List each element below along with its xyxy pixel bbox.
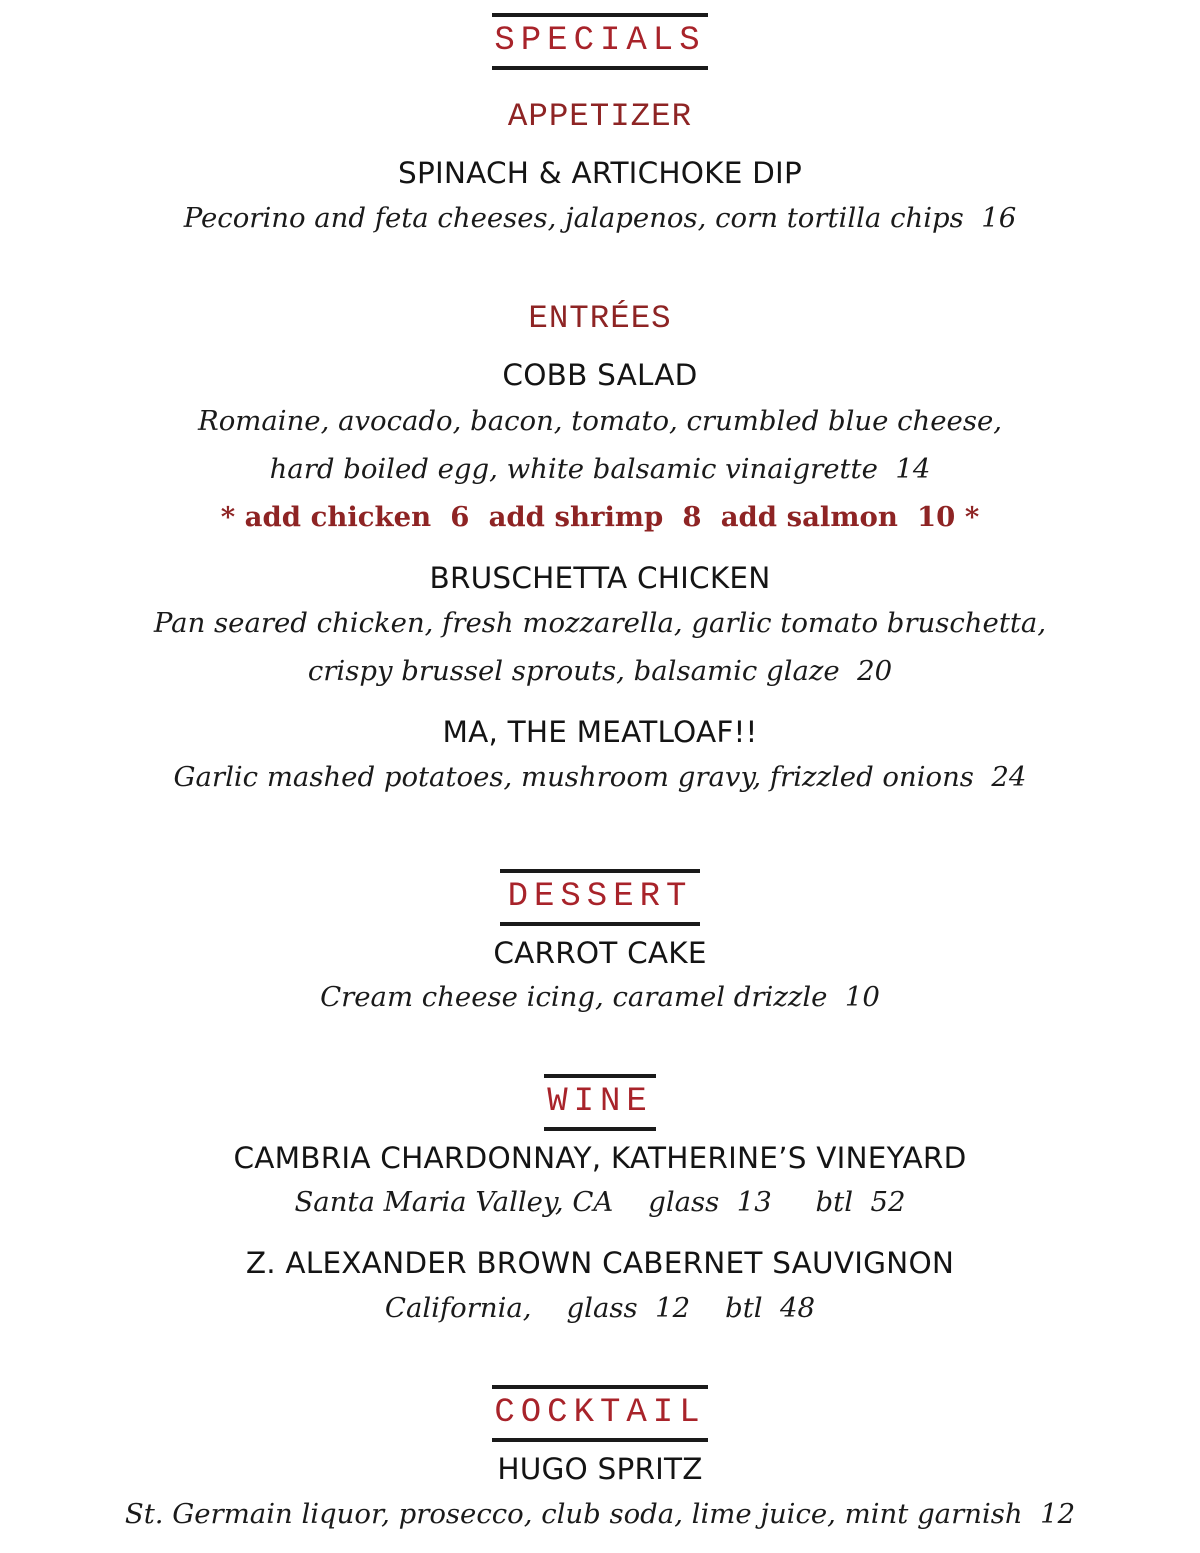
cambria-chardonnay-description: Santa Maria Valley, CA glass 13 btl 52: [294, 1186, 906, 1218]
specials-heading: SPECIALS: [492, 13, 708, 70]
spinach-artichoke-dip-description: Pecorino and feta cheeses, jalapenos, corn tortilla chips 16: [183, 202, 1017, 234]
appetizer-heading: APPETIZER: [507, 98, 693, 135]
bruschetta-chicken-title: BRUSCHETTA CHICKEN: [429, 561, 771, 595]
wine-heading: WINE: [544, 1074, 656, 1131]
dessert-heading: DESSERT: [500, 869, 700, 926]
cambria-chardonnay-title: CAMBRIA CHARDONNAY, KATHERINE’S VINEYARD: [233, 1141, 967, 1175]
bruschetta-chicken-description-line-1: Pan seared chicken, fresh mozzarella, garlic tomato bruschetta,: [153, 607, 1047, 639]
cobb-salad-title: COBB SALAD: [502, 358, 698, 392]
spinach-artichoke-dip-title: SPINACH & ARTICHOKE DIP: [398, 156, 802, 190]
hugo-spritz-title: HUGO SPRITZ: [497, 1452, 703, 1486]
cobb-salad-description-line-2: hard boiled egg, white balsamic vinaigrette 14: [269, 453, 931, 485]
alexander-brown-cabernet-description: California, glass 12 btl 48: [384, 1292, 816, 1324]
cocktail-heading: COCKTAIL: [492, 1385, 708, 1442]
meatloaf-title: MA, THE MEATLOAF!!: [442, 715, 758, 749]
cobb-salad-description-line-1: Romaine, avocado, bacon, tomato, crumbled blue cheese,: [198, 405, 1002, 437]
cobb-salad-addons: * add chicken 6 add shrimp 8 add salmon 10 *: [220, 501, 980, 533]
bruschetta-chicken-description-line-2: crispy brussel sprouts, balsamic glaze 20: [307, 655, 893, 687]
alexander-brown-cabernet-title: Z. ALEXANDER BROWN CABERNET SAUVIGNON: [245, 1246, 955, 1280]
entrees-heading: ENTRÉES: [528, 300, 672, 337]
carrot-cake-description: Cream cheese icing, caramel drizzle 10: [320, 981, 880, 1013]
hugo-spritz-description: St. Germain liquor, prosecco, club soda, lime juice, mint garnish 12: [124, 1498, 1076, 1530]
meatloaf-description: Garlic mashed potatoes, mushroom gravy, frizzled onions 24: [173, 761, 1027, 793]
carrot-cake-title: CARROT CAKE: [493, 936, 707, 970]
